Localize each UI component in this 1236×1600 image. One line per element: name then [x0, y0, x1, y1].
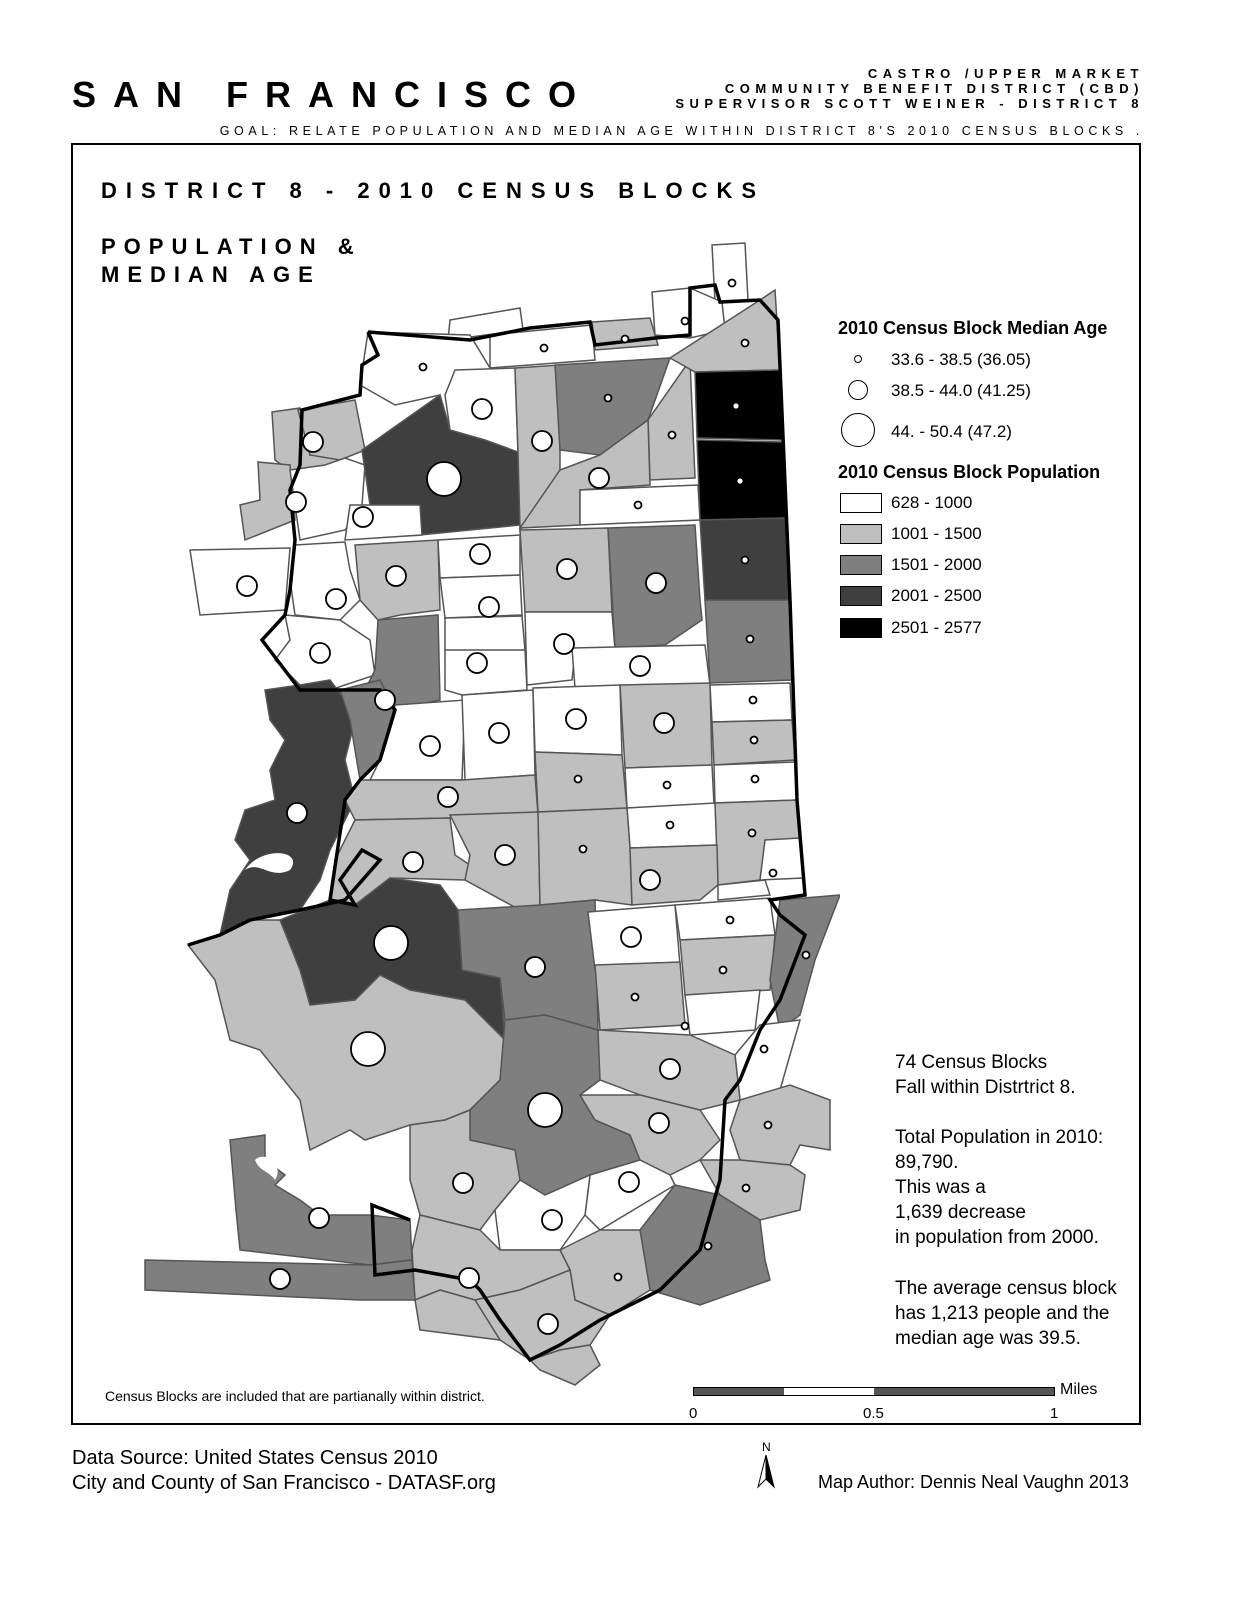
scale-bar — [693, 1387, 1055, 1396]
stats-line: has 1,213 people and the — [895, 1303, 1110, 1324]
age-marker — [438, 787, 458, 807]
age-class-label: 44. - 50.4 (47.2) — [891, 422, 1012, 441]
age-legend-title: 2010 Census Block Median Age — [838, 318, 1108, 338]
age-marker — [528, 1093, 562, 1127]
age-marker — [374, 926, 408, 960]
map-title: DISTRICT 8 - 2010 CENSUS BLOCKS — [101, 178, 766, 203]
age-marker — [803, 952, 810, 959]
age-small-circle-icon — [854, 355, 862, 363]
scale-tick-label: 0.5 — [863, 1405, 884, 1422]
census-block — [680, 935, 775, 995]
north-arrow-icon — [756, 1455, 776, 1489]
age-marker — [660, 1059, 680, 1079]
pop-class-label: 2001 - 2500 — [891, 586, 982, 605]
age-marker — [557, 559, 577, 579]
age-marker — [459, 1268, 479, 1288]
age-marker — [286, 492, 306, 512]
age-marker — [761, 1046, 768, 1053]
age-medium-circle-icon — [848, 380, 868, 400]
map-author: Map Author: Dennis Neal Vaughn 2013 — [818, 1472, 1129, 1492]
north-label: N — [762, 1440, 771, 1454]
population-legend-title: 2010 Census Block Population — [838, 462, 1101, 482]
census-block — [595, 962, 685, 1030]
age-marker — [649, 1113, 669, 1133]
map-subtitle-line-2: MEDIAN AGE — [101, 262, 321, 287]
age-marker — [640, 870, 660, 890]
census-block — [538, 808, 632, 905]
goal-statement: GOAL: RELATE POPULATION AND MEDIAN AGE WITHIN DISTRICT 8'S 2010 CENSUS BLOCKS . — [219, 124, 1144, 138]
age-marker — [729, 280, 736, 287]
age-marker — [669, 432, 676, 439]
age-marker — [453, 1173, 473, 1193]
age-marker — [538, 1314, 558, 1334]
census-block — [445, 650, 527, 695]
pop-class-label: 1001 - 1500 — [891, 524, 982, 543]
census-block — [290, 542, 360, 620]
age-marker — [646, 573, 666, 593]
stats-line: median age was 39.5. — [895, 1328, 1081, 1349]
age-marker — [770, 870, 777, 877]
age-marker — [667, 822, 674, 829]
age-marker — [682, 318, 689, 325]
age-marker — [682, 1023, 689, 1030]
stats-line: The average census block — [895, 1278, 1117, 1299]
pop-swatch — [840, 493, 882, 513]
age-marker — [622, 336, 629, 343]
age-marker — [420, 736, 440, 756]
age-marker — [751, 737, 758, 744]
age-marker — [326, 589, 346, 609]
age-marker — [630, 656, 650, 676]
age-marker — [566, 709, 586, 729]
age-marker — [605, 395, 612, 402]
pop-swatch — [840, 586, 882, 606]
age-marker — [525, 957, 545, 977]
city-title: SAN FRANCISCO — [72, 74, 594, 115]
age-marker — [303, 432, 323, 452]
age-marker — [427, 462, 461, 496]
age-marker — [479, 597, 499, 617]
age-marker — [541, 345, 548, 352]
scale-tick-label: 0 — [689, 1405, 698, 1422]
age-marker — [720, 967, 727, 974]
age-marker — [386, 566, 406, 586]
age-marker — [765, 1122, 772, 1129]
stats-line: Fall within Distrtrict 8. — [895, 1077, 1076, 1098]
age-marker — [495, 845, 515, 865]
stats-line: 74 Census Blocks — [895, 1052, 1048, 1073]
scale-tick-label: 1 — [1050, 1405, 1059, 1422]
data-source-line: Data Source: United States Census 2010 — [72, 1447, 438, 1469]
age-marker — [309, 1208, 329, 1228]
pop-swatch — [840, 524, 882, 544]
stats-line: in population from 2000. — [895, 1227, 1099, 1248]
age-marker — [635, 502, 642, 509]
age-marker — [737, 478, 744, 485]
map-subtitle-line-1: POPULATION & — [101, 234, 362, 259]
age-marker — [542, 1210, 562, 1230]
age-marker — [752, 776, 759, 783]
census-block — [685, 990, 760, 1035]
age-marker — [619, 1172, 639, 1192]
age-marker — [237, 576, 257, 596]
age-marker — [420, 364, 427, 371]
district-name: CASTRO /UPPER MARKET — [867, 66, 1144, 81]
age-marker — [615, 1274, 622, 1281]
age-marker — [403, 852, 423, 872]
age-class-label: 38.5 - 44.0 (41.25) — [891, 381, 1031, 400]
supervisor-name: SUPERVISOR SCOTT WEINER - DISTRICT 8 — [675, 96, 1144, 111]
age-marker — [664, 782, 671, 789]
census-block — [760, 838, 803, 880]
age-marker — [353, 507, 373, 527]
age-marker — [489, 723, 509, 743]
age-marker — [705, 1243, 712, 1250]
data-source-line: City and County of San Francisco - DATASF.org — [72, 1472, 496, 1494]
census-block — [445, 616, 525, 655]
stats-line: 1,639 decrease — [895, 1202, 1026, 1223]
age-marker — [733, 403, 740, 410]
pop-class-label: 2501 - 2577 — [891, 618, 982, 637]
age-marker — [727, 917, 734, 924]
age-marker — [554, 634, 574, 654]
pop-swatch — [840, 618, 882, 638]
age-marker — [654, 713, 674, 733]
age-marker — [747, 636, 754, 643]
stats-line: This was a — [895, 1177, 986, 1198]
age-marker — [375, 690, 395, 710]
age-marker — [532, 431, 552, 451]
census-block-map — [140, 240, 840, 1390]
age-marker — [621, 927, 641, 947]
age-class-label: 33.6 - 38.5 (36.05) — [891, 350, 1031, 369]
age-marker — [310, 643, 330, 663]
census-block — [675, 898, 775, 940]
age-large-circle-icon — [841, 413, 875, 447]
age-marker — [467, 653, 487, 673]
age-marker — [287, 803, 307, 823]
stats-line: 89,790. — [895, 1152, 959, 1173]
scale-unit: Miles — [1060, 1381, 1098, 1398]
age-marker — [742, 340, 749, 347]
age-marker — [470, 544, 490, 564]
age-marker — [270, 1269, 290, 1289]
pop-class-label: 628 - 1000 — [891, 493, 973, 512]
inclusion-note: Census Blocks are included that are partianally within district. — [105, 1388, 485, 1404]
age-marker — [472, 399, 492, 419]
age-marker — [351, 1032, 385, 1066]
pop-swatch — [840, 555, 882, 575]
pop-class-label: 1501 - 2000 — [891, 555, 982, 574]
age-marker — [750, 697, 757, 704]
age-marker — [632, 994, 639, 1001]
age-marker — [589, 468, 609, 488]
census-block — [230, 1135, 412, 1265]
age-marker — [749, 830, 756, 837]
age-marker — [580, 846, 587, 853]
age-marker — [575, 776, 582, 783]
age-marker — [743, 1185, 750, 1192]
stats-line: Total Population in 2010: — [895, 1127, 1104, 1148]
age-marker — [742, 557, 749, 564]
cbd-name: COMMUNITY BENEFIT DISTRICT (CBD) — [724, 81, 1144, 96]
